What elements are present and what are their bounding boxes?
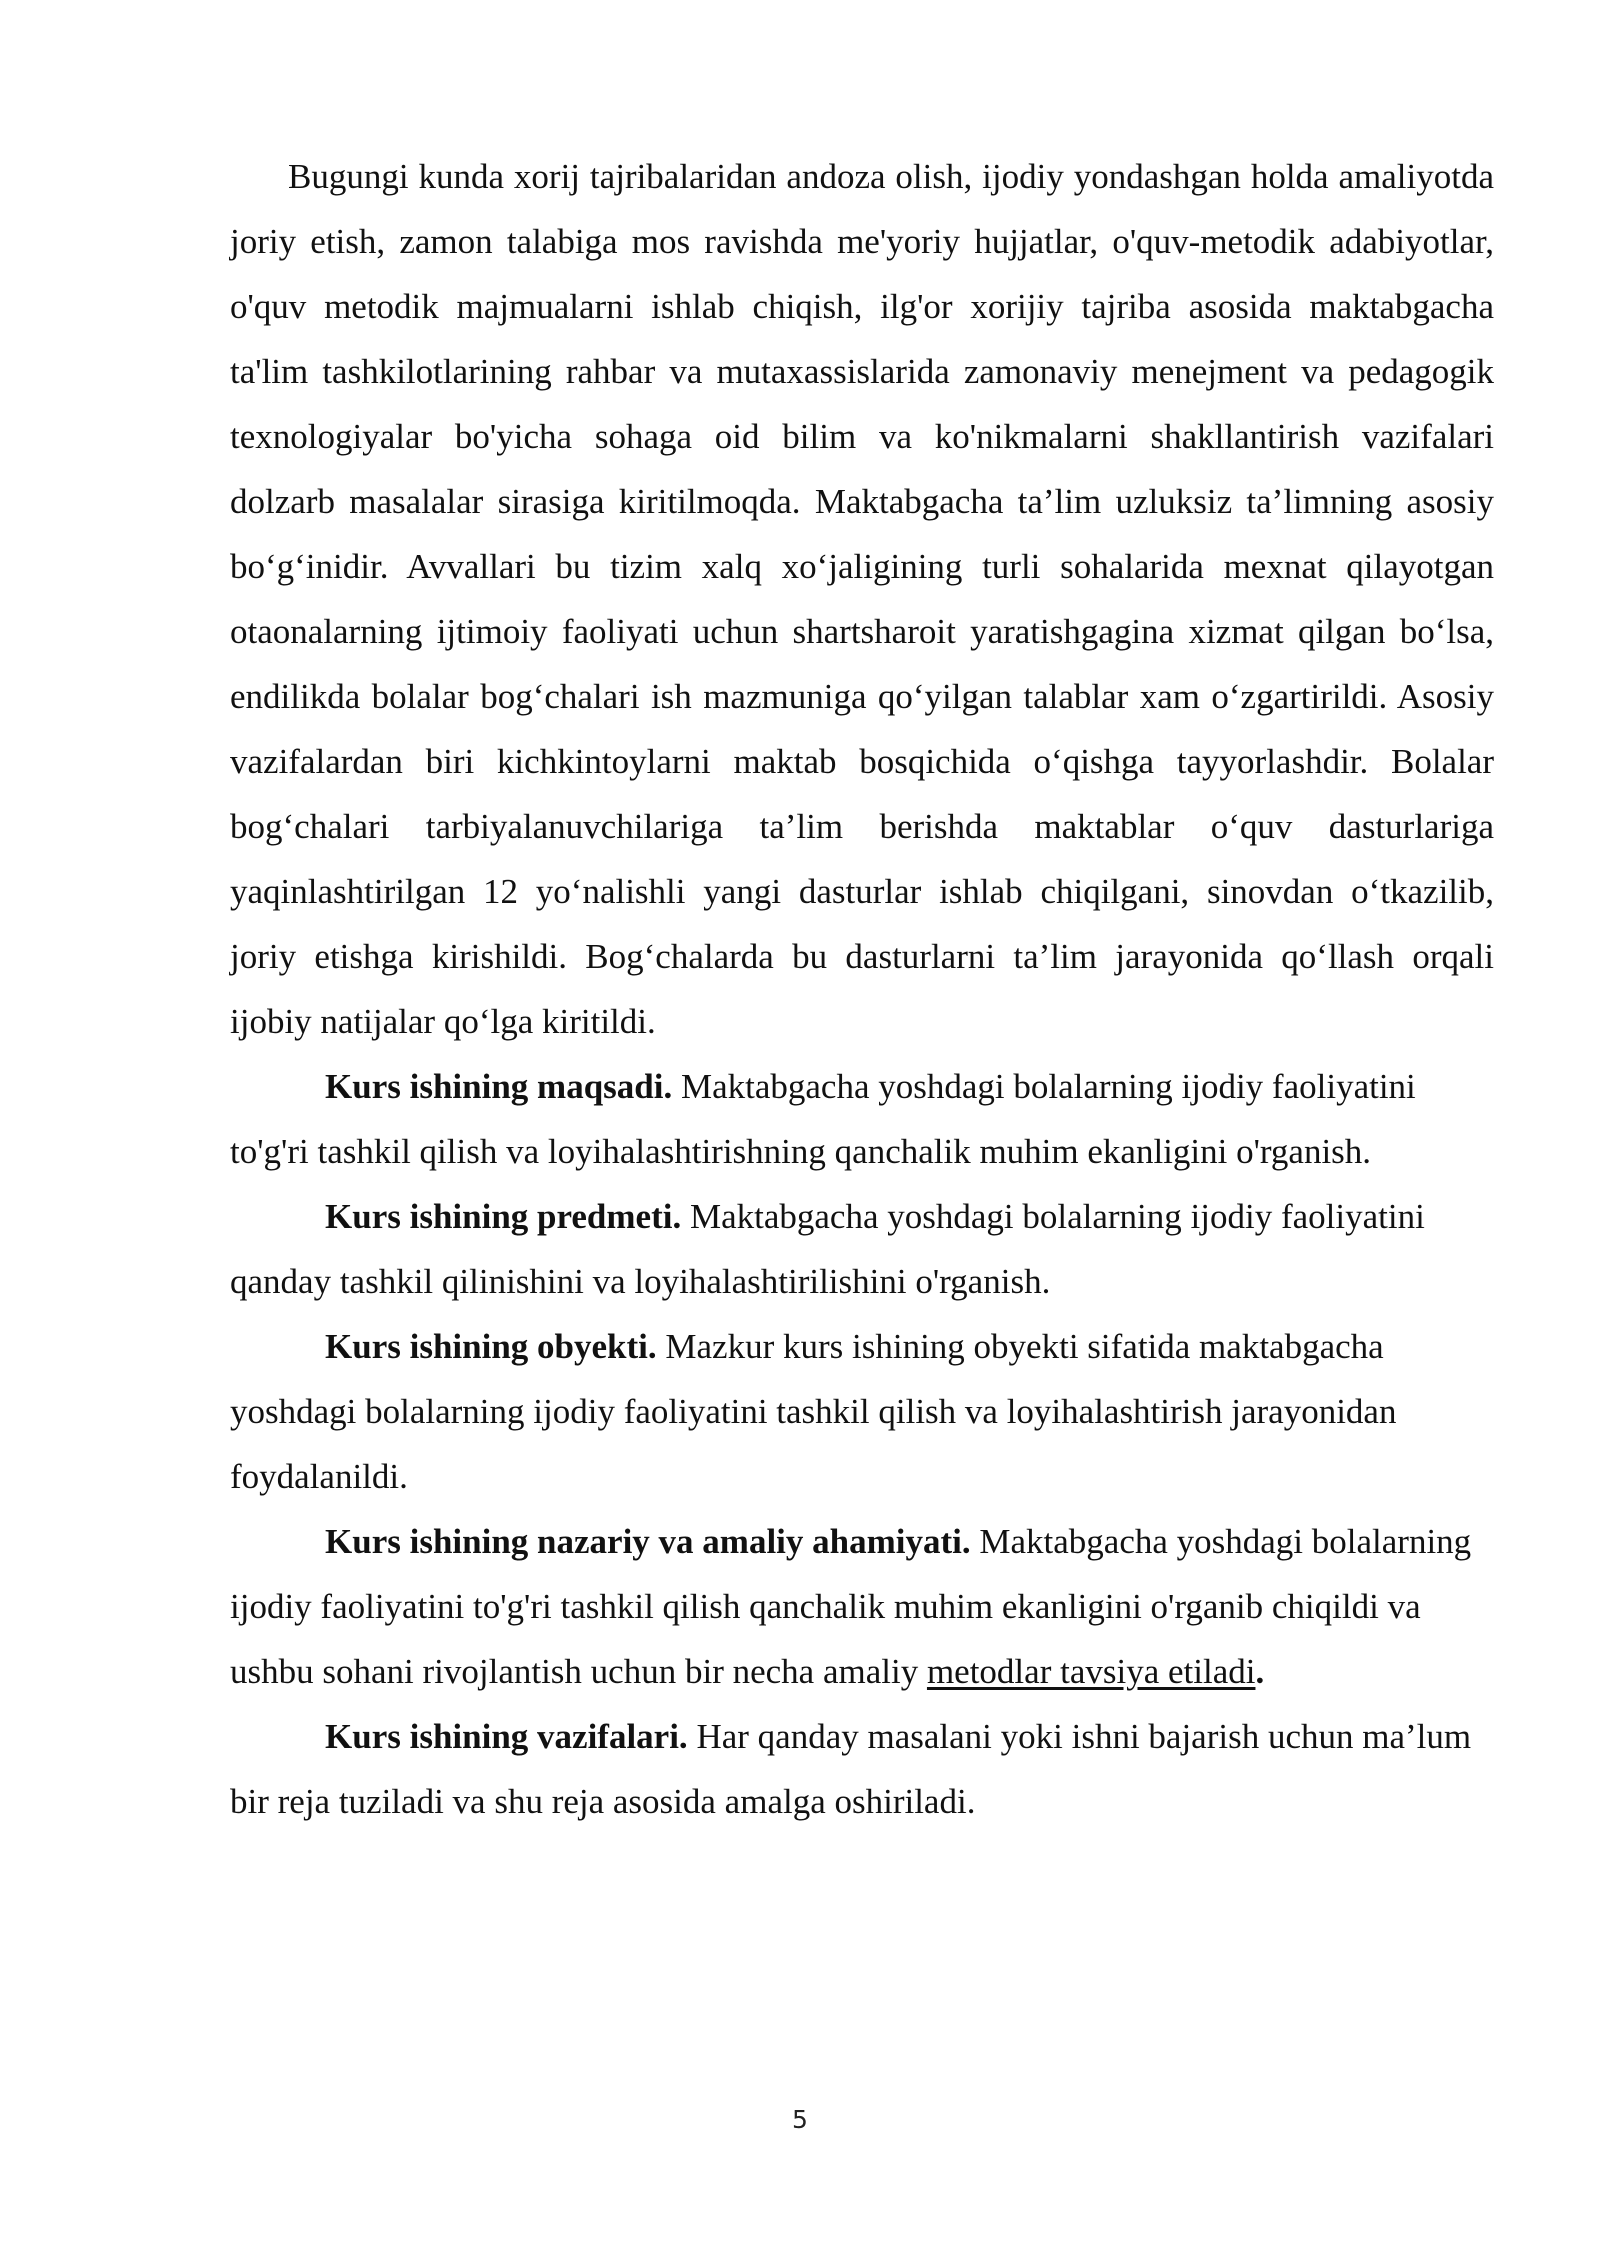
document-body — [230, 144, 1494, 1834]
section-heading-ahamiyati: Kurs ishining nazariy va amaliy ahamiyati. — [325, 1522, 971, 1561]
page-number: 5 — [792, 2105, 808, 2134]
section-heading-predmeti: Kurs ishining predmeti. — [325, 1197, 682, 1236]
section-text-maqsadi: Maktabgacha yoshdagi bolalarning ijodiy faoliyatini to'g'ri tashkil qilish va loyihalashtirishning qanchalik muhim ekanligini o'rganish. — [230, 1067, 1416, 1171]
section-predmeti — [230, 1184, 1494, 1314]
section-text-predmeti: Maktabgacha yoshdagi bolalarning ijodiy faoliyatini qanday tashkil qilinishini va loyihalashtirilishini o'rganish. — [230, 1197, 1425, 1301]
section-maqsadi — [230, 1054, 1494, 1184]
section-text-vazifalari: Har qanday masalani yoki ishni bajarish uchun ma’lum bir reja tuziladi va shu reja asosida amalga oshiriladi. — [230, 1717, 1472, 1821]
section-vazifalari — [230, 1704, 1494, 1834]
underlined-phrase: metodlar tavsiya etiladi — [926, 1652, 1256, 1691]
section-heading-vazifalari: Kurs ishining vazifalari. — [325, 1717, 688, 1756]
intro-paragraph: Bugungi kunda xorij tajribalaridan andoza olish, ijodiy yondashgan holda amaliyotda joriy etish, zamon talabiga mos ravishda me'yoriy hujjatlar, o'quv-metodik adabiyotlar, o'quv metodik majmualarni ishlab chiqish, ilg'or xorijiy tajriba asosida maktabgacha ta'lim tashkilotlarining rahbar va mutaxassislarida zamonaviy menejment va pedagogik texnologiyalar bo'yicha sohaga oid bilim va ko'nikmalarni shakllantirish vazifalari dolzarb masalalar sirasiga kiritilmoqda. Maktabgacha ta’lim uzluksiz ta’limning asosiy bo‘g‘inidir. Avvallari bu tizim xalq xo‘jaligining turli sohalarida mexnat qilayotgan otaonalarning ijtimoiy faoliyati uchun shartsharoit yaratishgagina xizmat qilgan bo‘lsa, endilikda bolalar bog‘chalari ish mazmuniga qo‘yilgan talablar xam o‘zgartirildi. Asosiy vazifalardan biri kichkintoylarni maktab bosqichida o‘qishga tayyorlashdir. Bolalar bog‘chalari tarbiyalanuvchilariga ta’lim berishda maktablar o‘quv dasturlariga yaqinlashtirilgan 12 yo‘nalishli yangi dasturlar ishlab chiqilgani, sinovdan o‘tkazilib, joriy etishga kirishildi. Bog‘chalarda bu dasturlarni ta’lim jarayonida qo‘llash orqali ijobiy natijalar qo‘lga kiritildi. — [230, 157, 1494, 1041]
section-heading-maqsadi: Kurs ishining maqsadi. — [325, 1067, 673, 1106]
section-end-ahamiyati: . — [1255, 1652, 1265, 1691]
section-text-obyekti: Mazkur kurs ishining obyekti sifatida maktabgacha yoshdagi bolalarning ijodiy faoliyatini tashkil qilish va loyihalashtirish jarayonidan foydalanildi. — [230, 1327, 1397, 1496]
section-heading-obyekti: Kurs ishining obyekti. — [325, 1327, 657, 1366]
section-ahamiyati — [230, 1509, 1494, 1704]
section-obyekti — [230, 1314, 1494, 1509]
section-text-ahamiyati: Maktabgacha yoshdagi bolalarning ijodiy faoliyatini to'g'ri tashkil qilish qanchalik muhim ekanligini o'rganib chiqildi va ushbu sohani rivojlantish uchun bir necha amaliy — [230, 1522, 1472, 1691]
